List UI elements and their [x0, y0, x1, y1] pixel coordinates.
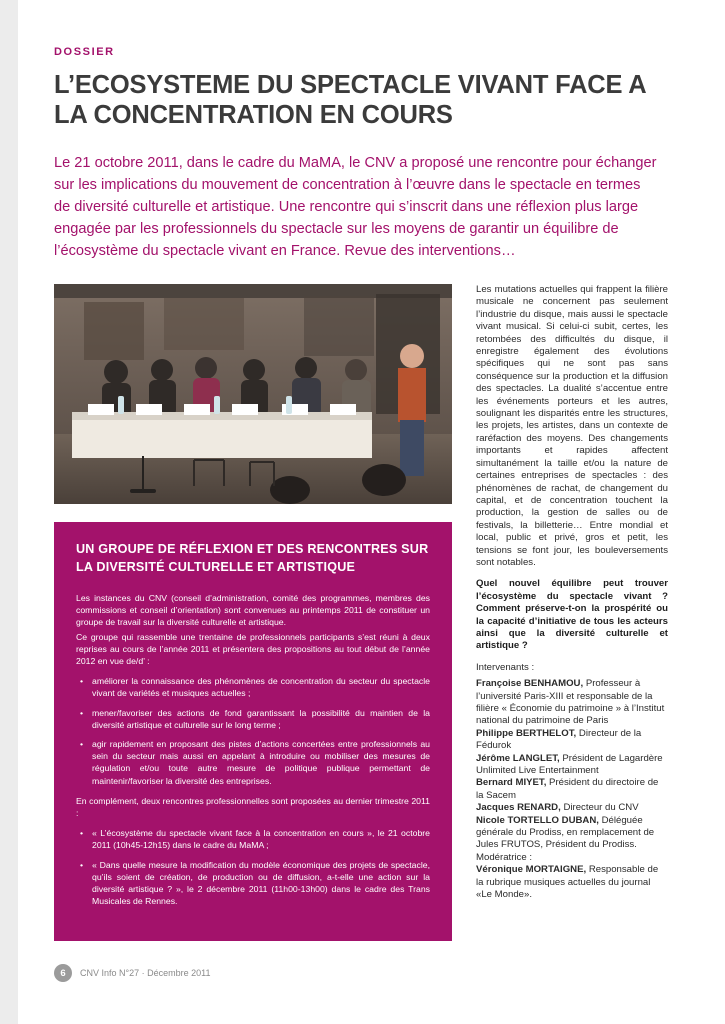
speaker-name: Jacques RENARD, [476, 802, 561, 814]
speaker-role: Directeur du CNV [560, 802, 639, 814]
highlight-box [54, 522, 452, 941]
highlight-events-list [76, 827, 430, 907]
list-item: • mener/favoriser des actions de fond garantissant la possibilité du maintien de la diversité artistique et culturelle sur le long terme ; [92, 707, 430, 731]
speaker-name: Nicole TORTELLO DUBAN, [476, 814, 599, 826]
highlight-intro-2: Ce groupe qui rassemble une trentaine de professionnels participants s’est réuni à deux reprises au cours de l’année 2011 et présentera des propositions au tout début de l’année 2012 en vue de/d’ : [76, 631, 430, 667]
page-footer [54, 964, 211, 982]
moderator-label: Modératrice : [476, 851, 532, 863]
speakers-label: Intervenants : [476, 661, 535, 673]
page-title: L’ECOSYSTEME DU SPECTACLE VIVANT FACE A LA CONCENTRATION EN COURS [54, 71, 646, 129]
moderator-role: Responsable de la rubrique musiques actuelles du journal «Le Monde». [476, 864, 659, 901]
moderator-name: Véronique MORTAIGNE, [476, 864, 587, 876]
speaker-role: Déléguée générale du Prodiss, en remplacement de Jules FRUTOS, Président du Prodiss. [476, 814, 655, 851]
highlight-bullet-list [76, 675, 430, 787]
standfirst-intro: Le 21 octobre 2011, dans le cadre du MaMA, le CNV a proposé une rencontre pour échanger sur les implications du mouvement de concentration à l’œuvre dans le spectacle en termes de diversité culturelle et artistique. Une rencontre qui s’inscrit dans une réflexion plus large engagée par les professionnels du spectacle sur les moyens de garantir un équilibre de l’écosystème du spectacle vivant en France. Revue des interventions… [54, 155, 657, 259]
highlight-box-title: UN GROUPE DE RÉFLEXION ET DES RENCONTRES SUR LA DIVERSITÉ CULTURELLE ET ARTISTIQUE [76, 542, 429, 574]
list-item [476, 864, 668, 901]
list-item: • « Dans quelle mesure la modification du modèle économique des projets de spectacle, qu’ils soient de création, de production ou de diffusion, a-t-elle une action sur la diversité artistique ? », le 2 décembre 2011 (11h00-13h00) dans le cadre des Trans Musicales de Rennes. [92, 859, 430, 908]
list-item [476, 777, 668, 802]
list-item [476, 802, 668, 814]
list-item: • agir rapidement en proposant des pistes d’actions concertées entre professionnels au sein du secteur mais aussi en appelant à introduire ou mobiliser des mesures de régulation et/ou toute autre mesure de politique publique permettant de maintenir/favoriser la diversité des entreprises. [92, 738, 430, 787]
lead-question: Quel nouvel équilibre peut trouver l’écosystème du spectacle vivant ? Comment préserve-t-on la prospérité ou la capacité d’initiative de tous les acteurs ainsi que la diversité culturelle et artistique ? [476, 578, 668, 652]
highlight-outro: En complément, deux rencontres professionnelles sont proposées au dernier trimestre 2011 : [76, 795, 430, 819]
page-number-badge: 6 [54, 964, 72, 982]
highlight-intro-1: Les instances du CNV (conseil d’administration, comité des programmes, membres des commissions et conseil d’orientation) sont convenues au printemps 2011 de constituer un groupe de travail sur la diversité culturelle et artistique. [76, 593, 430, 628]
speaker-role: Professeur à l’université Paris-XIII et responsable de la filière « Économie du patrimoine » à l’Institut national du patrimoine de Paris [476, 678, 665, 727]
right-col-paragraph: Les mutations actuelles qui frappent la filière musicale ne concernent pas seulement l’industrie du disque, mais aussi le spectacle vivant musical. Si celui-ci subit, certes, les retombées des difficultés du disque, il enregistre également des évolutions spécifiques qui ne sont pas sans conséquence sur la production et la diffusion des spectacles. La dualité s’accentue entre les événements porteurs et les autres, soulignant les disparités entre les structures, les projets, les artistes, dans un contexte de raréfaction des moyens. Des changements importants et rapides affectent simultanément la taille et/ou la nature de certaines entreprises de spectacles : des phénomènes de rachat, de changement du capital, et de concentration touchent la production, la gestion de salles ou de festivals, la billetterie… Entre mondial et local, public et privé, gros et petit, les tensions se font jour, les bouleversements sont notables. [476, 284, 668, 568]
list-item [476, 753, 668, 778]
footer-text: CNV Info N°27 · Décembre 2011 [80, 968, 211, 978]
panel-photo [54, 284, 452, 504]
speaker-role: Président du directoire de la Sacem [476, 777, 659, 801]
list-item: • « L’écosystème du spectacle vivant face à la concentration en cours », le 21 octobre 2011 (10h45-12h15) dans le cadre du MaMA ; [92, 827, 430, 851]
list-item [476, 728, 668, 753]
speakers-list [476, 678, 668, 901]
speaker-name: Jérôme LANGLET, [476, 752, 560, 764]
list-item: • améliorer la connaissance des phénomènes de concentration du secteur du spectacle vivant de variétés et musiques actuelles ; [92, 675, 430, 699]
list-item [476, 678, 668, 728]
section-kicker: DOSSIER [54, 46, 115, 58]
speaker-name: Philippe BERTHELOT, [476, 727, 577, 739]
list-item [476, 815, 668, 852]
mid-section [54, 284, 668, 944]
speaker-name: Françoise BENHAMOU, [476, 678, 584, 690]
speaker-name: Bernard MIYET, [476, 777, 547, 789]
page-content [54, 46, 668, 944]
right-column [476, 284, 668, 902]
speaker-role: Directeur de la Fédurok [476, 727, 642, 752]
speaker-role: Président de Lagardère Unlimited Live Entertainment [476, 752, 663, 777]
